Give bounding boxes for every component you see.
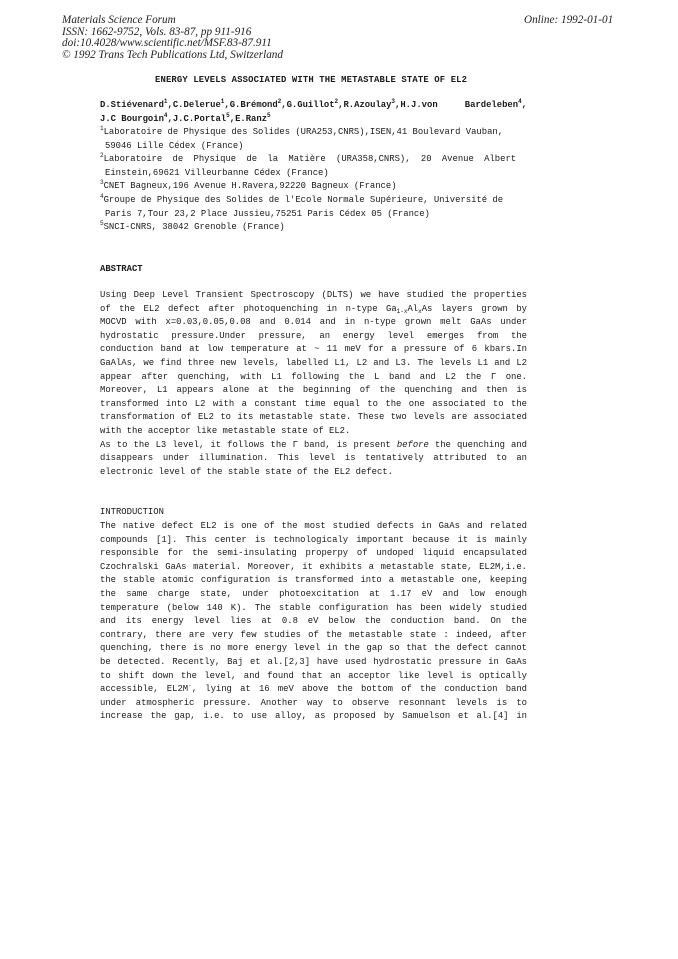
affiliation-1: $^1$Laboratoire de Physique des Solides (URA253,CNRS),ISEN,41 Boulevard Vauban, [100,125,504,137]
intro-line: contrary, there are very few studies of the metastable state : indeed, after [100,629,527,640]
copyright-line: © 1992 Trans Tech Publications Ltd, Switzerland [62,48,283,61]
intro-line: responsible for the semi-insulating properpy of undoped liquid encapsulated [100,548,527,559]
intro-line: Czochralski GaAs material. Moreover, it exhibits a metastable state, EL2M,i.e. [100,561,527,572]
intro-line: and its energy level lies at 0.8 eV below the conduction band. On the [100,616,527,627]
abstract-heading: ABSTRACT [100,264,143,274]
abstract-line: MOCVD with x=0.03,0.05,0.08 and 0.014 and in n-type grown melt GaAs under [100,317,527,328]
abstract-line: transformation of EL2 to its metastable state. These two levels are associated [100,412,527,423]
abstract-line: As to the L3 level, it follows the Γ band, is present before the quenching and [100,439,527,450]
journal-header [62,15,283,61]
author-line-2: J.C Bourgoin$^4$,J.C.Portal$^5$,E.Ranz$^5$ [100,111,271,124]
author: C.Delerue [172,100,221,110]
abstract-line: hydrostatic pressure.Under pressure, an energy level emerges from the [100,330,527,341]
abstract-line: disappears under illumination. This level is tentatively attributed to an [100,453,527,464]
paper-title: ENERGY LEVELS ASSOCIATED WITH THE METASTABLE STATE OF EL2 [155,75,468,85]
abstract-body [100,289,527,479]
abstract-line: Moreover, L1 appears alone at the beginning of the quenching and then is [100,385,527,396]
affiliation-4-cont: Paris 7,Tour 23,2 Place Jussieu,75251 Paris Cédex 05 (France) [105,208,430,219]
author-line-1: D.Stiévenard$^1$,C.Delerue$^1$,G.Brémond$^2$,G.Guillot$^2$,R.Azoulay$^3$,H.J.von Bardeleben$^4$, [100,98,527,110]
abstract-line: Using Deep Level Transient Spectroscopy (DLTS) we have studied the properties [100,290,527,300]
abstract-line: appear after quenching, with L1 following the L band and L2 the Γ one. [100,371,527,382]
doi-line: doi:10.4028/www.scientific.net/MSF.83-87.911 [62,37,272,50]
online-date: Online: 1992-01-01 [524,14,614,26]
intro-line: increase the gap, i.e. to use alloy, as proposed by Samuelson et al.[4] in [100,711,527,722]
abstract-line: with the acceptor like metastable state of EL2. [100,425,351,436]
author: E.Ranz [235,113,268,124]
affiliation-list [100,126,527,235]
issn-line: ISSN: 1662-9752, Vols. 83-87, pp 911-916 [62,25,252,38]
abstract-line: electronic level of the stable state of the EL2 defect. [100,466,393,477]
intro-line: accessible, EL2M-, lying at 16 meV above the bottom of the conduction band [100,682,528,695]
affiliation-1-cont: 59046 Lille Cédex (France) [105,140,244,151]
author: G.Guillot [286,100,335,110]
author-list [100,99,527,126]
affiliation-2: $^2$Laboratoire de Physique de la Matière (URA358,CNRS), 20 Avenue Albert [100,152,517,165]
author: J.C Bourgoin [100,113,164,124]
author: G.Brémond [229,100,278,110]
author: J.C.Portal [172,113,227,124]
abstract-line: conduction band at low temperature at ~ 11 meV for a pressure of 6 kbars.In [100,344,527,355]
intro-line: the same charge state, under photoexcitation at 1.17 eV and low enough [100,588,527,599]
intro-line: temperature (below 140 K). The stable configuration has been widely studied [100,602,527,613]
author: R.Azoulay [343,100,392,110]
intro-line: the stable atomic configuration is transformed into a metastable one, keeping [100,575,527,586]
intro-line: quenching, there is no more energy level in the gap so that the defect cannot [100,643,527,654]
abstract-line: GaAlAs, we find three new levels, labelled L1, L2 and L3. The levels L1 and L2 [100,357,527,368]
introduction-body [100,520,527,724]
affiliation-4: $^4$Groupe de Physique des Solides de l'Ecole Normale Supérieure, Université de [100,192,504,205]
introduction-heading: INTRODUCTION [100,507,164,517]
affiliation-2-cont: Einstein,69621 Villeurbanne Cédex (France) [105,167,329,178]
abstract-line: of the EL2 defect after photoquenching in n-type $Ga_{1-x}Al_xAs$ layers grown by [100,303,527,315]
author: H.J.von Bardeleben [400,100,519,110]
intro-line: under atmospheric pressure. Another way to observe resonnant levels is to [100,697,527,708]
intro-line: to shift down the level, and found that an acceptor like level is optically [100,670,527,681]
intro-line: be detected. Recently, Baj et al.[2,3] have used hydrostatic pressure in GaAs [100,656,527,667]
affiliation-3: $^3$CNET Bagneux,196 Avenue H.Ravera,92220 Bagneux (France) [100,179,397,192]
abstract-line: transformed into L2 with a constant time equal to the one associated to the [100,398,527,409]
affiliation-5: $^5$SNCI-CNRS, 38042 Grenoble (France) [100,220,285,233]
author: D.Stiévenard [100,100,164,110]
intro-line: The native defect EL2 is one of the most studied defects in GaAs and related [100,521,527,531]
journal-name: Materials Science Forum [62,14,176,26]
intro-line: compounds [1]. This center is technologicaly important because it is mainly [100,534,527,545]
